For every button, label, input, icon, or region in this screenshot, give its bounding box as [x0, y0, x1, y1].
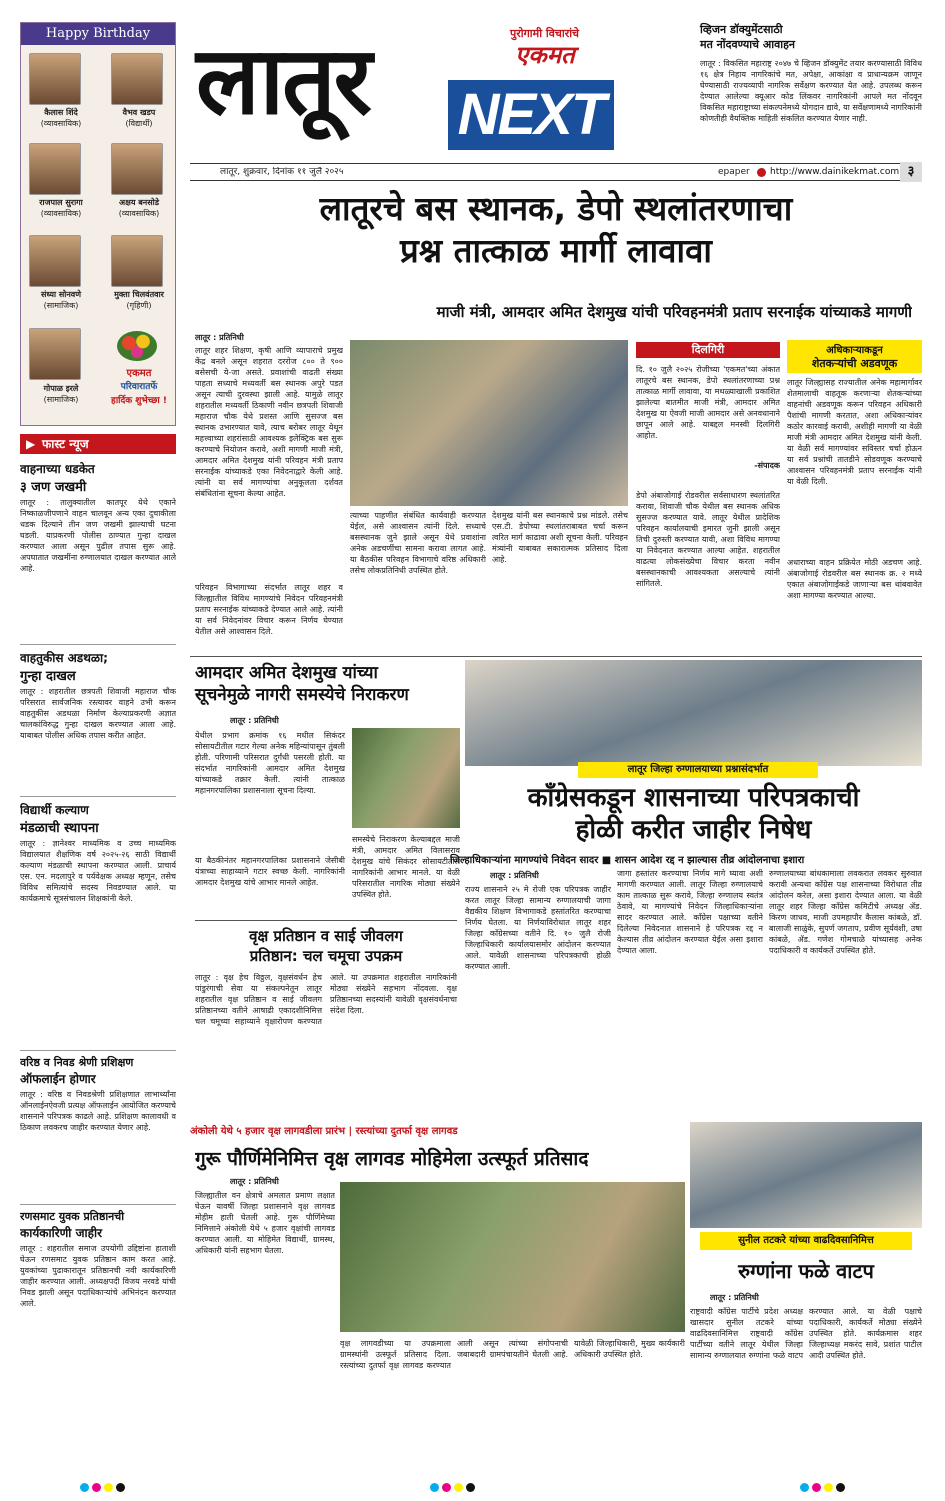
sunil-body: राष्ट्रवादी काँग्रेस पार्टीचे प्रदेश अध्यक्ष खासदार सुनील तटकरे यांच्या वाढदिवसानिमित्त राष्ट्रवादी काँग्रेस पार्टीच्या वतीने लातूर येथील जिल्हा सामान्य रुग्णालयात रुग्णांना फळे वाटप करण्यात आले. या वेळी पक्षाचे पदाधिकारी, कार्यकर्ते मोठ्या संख्येने उपस्थित होते. कार्यक्रमास शहर जिल्हाध्यक्ष मकरंद सावे, प्रशांत पाटील आदी उपस्थित होते.: [690, 1307, 922, 1360]
fast-news-list: [20, 460, 176, 1445]
guru-photo: [340, 1182, 685, 1332]
birthday-role: (गृहिणी): [126, 301, 152, 310]
vision-title: मत नोंदवण्याचे आवाहन: [700, 38, 796, 51]
apology-body: दि. १० जुलै २०२५ रोजीच्या 'एकमत'च्या अंकात लातूरचे बस स्थानक, डेपो स्थलांतरणाच्या प्रश्न तात्काळ मार्गी लावावा, या मथळ्याखाली प्रकाशित झालेल्या बातमीत माजी मंत्री, आमदार अमित देशमुख या ऐवजी माजी आमदार असे अनवधानाने छापून आले आहे. याबद्दल मनस्वी दिलगिरी आहोत.: [636, 365, 780, 440]
dateline-bar: [190, 163, 905, 181]
officer-title: शेतकऱ्यांची अडवणूक: [811, 357, 898, 370]
birthday-role: (व्यावसायिक): [40, 119, 82, 128]
fast-news-headline: मंडळाची स्थापना: [20, 821, 99, 836]
officer-kicker: अधिकाऱ्याकडून: [826, 345, 883, 356]
birthday-wish: परिवारातर्फे: [120, 382, 158, 392]
lead-photo: [350, 340, 628, 506]
fast-news-item: [20, 649, 176, 797]
fast-news-headline: रणसमाट युवक प्रतिष्ठानची: [20, 1210, 125, 1223]
hospital-col-2: जागा हस्तांतर करण्याचा निर्णय मागे घ्यावा अशी मागणी करण्यात आली. लातूर जिल्हा रुग्णालयाचे काम तात्काळ सुरू करावे, जिल्हा रुग्णालय स्वतंत्र ठेवावे, या मागण्यांचे निवेदन जिल्हाधिकाऱ्यांना सादर करण्यात आले. काँग्रेस पक्षाच्या वतीने दिलेल्या निवेदनात शासनाने हे परिपत्रक रद्द न केल्यास तीव्र आंदोलन करण्यात येईल असा इशारा देण्यात आला.: [617, 869, 763, 955]
fast-news-item: [20, 1055, 176, 1205]
color-registration-marks: [800, 1477, 848, 1496]
divider: [195, 920, 457, 921]
lead-byline: लातूर : प्रतिनिधी: [195, 333, 244, 342]
vision-box: [700, 22, 922, 158]
officer-body-2: अधाराच्या वाहन प्रक्रियेत मोठी अडचण आहे. अंबाजोगाई रोडवरील बस स्थानक क्र. २ मध्ये एकात अंबाजोगाईकडे जाणाऱ्या बस थांबवावेत अशा मागण्या करण्यात आल्या.: [787, 558, 922, 600]
birthday-person: [111, 53, 163, 105]
lead-subhead: माजी मंत्री, आमदार अमित देशमुख यांची परिवहनमंत्री प्रताप सरनाईक यांच्याकडे मागणी: [436, 303, 912, 321]
globe-icon: [757, 168, 766, 177]
lead-col-1b: परिवहन विभागाच्या संदर्भात लातूर शहर व जिल्ह्यातील विविध मागण्यांचे निवेदन परिवहनमंत्री प्रताप सरनाईक यांच्याकडे देण्यात आले आहे. त्यांनी या सर्व निवेदनांवर विचार करून निर्णय घेण्यात येतील असे आश्वासन दिले.: [195, 583, 343, 636]
hospital-headline-line1: काँग्रेसकडून शासनाच्या परिपत्रकाची: [527, 783, 860, 813]
lightning-icon: ▶: [26, 437, 36, 451]
birthday-name: मुक्ता चिलवंतवार: [114, 290, 164, 299]
sunil-photo: [690, 1122, 922, 1228]
page-number: ३: [900, 162, 922, 182]
hospital-banner: लातूर जिल्हा रुग्णालयाच्या प्रश्नासंदर्भात: [578, 762, 818, 778]
fast-news-headline: वाहतुकीस अडथळा;: [20, 651, 108, 665]
tree-headline-line1: वृक्ष प्रतिष्ठान व साई जीवलग: [249, 927, 403, 945]
guru-col-2: वृक्ष लागवडीच्या या उपक्रमाला ग्रामस्थांनी उत्स्फूर्त प्रतिसाद दिला. रस्त्यांच्या दुतर्फा वृक्ष लागवड करण्यात आली असून त्यांच्या संगोपनाची जबाबदारी ग्रामपंचायतीने घेतली आहे. यावेळी जिल्हाधिकारी, मुख्य कार्यकारी अधिकारी उपस्थित होते.: [340, 1339, 685, 1370]
hospital-col-1: राज्य शासनाने २५ मे रोजी एक परिपत्रक जाहीर करत लातूर जिल्हा सामान्य रुग्णालयाची जागा वैद्यकीय शिक्षण विभागाकडे हस्तांतरित करण्याचा निर्णय घेतला. या निर्णयाविरोधात लातूर शहर जिल्हा काँग्रेसच्या वतीने दि. १० जुलै रोजी जिल्हाधिकारी कार्यालयासमोर आंदोलन करण्यात आले. यावेळी शासनाच्या परिपत्रकाची होळी करण्यात आली.: [465, 885, 611, 971]
sunil-banner: सुनील तटकरे यांच्या वाढदिवसानिमित्त: [700, 1232, 912, 1250]
guru-byline: लातूर : प्रतिनिधी: [230, 1177, 279, 1186]
color-registration-marks: [430, 1477, 478, 1496]
tree-headline: [195, 926, 457, 966]
amit-col-1: येथील प्रभाग क्रमांक १६ मधील सिकंदर सोसायटीतील गटार गेल्या अनेक महिन्यांपासून तुंबली होती. परिणामी परिसरात दुर्गंधी पसरली होती. या संदर्भात नागरिकांनी आमदार अमित देशमुख यांच्याकडे तक्रार केली. त्यांनी तात्काळ महानगरपालिका प्रशासनाला सूचना दिल्या.: [195, 731, 345, 795]
fast-news-headline: वाहनाच्या धडकेत: [20, 462, 95, 476]
dateline: लातूर, शुक्रवार, दिनांक ११ जुलै २०२५: [220, 167, 344, 177]
birthday-person: [111, 143, 163, 195]
amit-col-1b: या बैठकीनंतर महानगरपालिका प्रशासनाने जेसीबी यंत्राच्या साहाय्याने गटार स्वच्छ केली. नागरिकांनी आमदार देशमुख यांचे आभार मानले आहेत.: [195, 856, 345, 887]
hospital-byline: लातूर : प्रतिनिधी: [490, 871, 539, 880]
birthday-role: (व्यावसायिक): [40, 209, 82, 218]
masthead-brand-logo: एकमत: [515, 41, 575, 69]
amit-headline-line1: आमदार अमित देशमुख यांच्या: [195, 663, 378, 683]
lead-headline-line1: लातूरचे बस स्थानक, डेपो स्थलांतरणाचा: [319, 189, 793, 228]
birthday-name: कैलास शिंदे: [44, 108, 78, 117]
color-registration-marks: [80, 1477, 128, 1496]
fast-news-item: [20, 801, 176, 1051]
epaper-label: epaper: [718, 167, 750, 177]
website-link[interactable]: http://www.dainikekmat.com: [770, 167, 900, 177]
birthday-role: (सामाजिक): [43, 301, 79, 310]
hospital-photo: [465, 660, 922, 766]
birthday-person: [111, 235, 163, 287]
sunil-headline: रुग्णांना फळे वाटप: [738, 1259, 874, 1283]
masthead-title: लातूर: [196, 27, 371, 136]
hospital-headline-line2: होळी करीत जाहीर निषेध: [575, 815, 812, 845]
guru-headline: गुरू पौर्णिमेनिमित्त वृक्ष लागवड मोहिमेला उत्स्फूर्त प्रतिसाद: [195, 1148, 589, 1170]
fast-news-body: लातूर : ज्ञानेश्वर माध्यमिक व उच्च माध्यमिक विद्यालयात शैक्षणिक वर्ष २०२५-२६ साठी विद्यार्थी कल्याण मंडळाची स्थापना करण्यात आली. प्राचार्य एस. एन. मदलापुरे व पर्यवेक्षक अध्यक्ष म्हणून, तसेच विविध समित्यांचे सदस्य निवडण्यात आले. या कार्यक्रमाचे सूत्रसंचालन शिक्षकांनी केले.: [20, 839, 176, 903]
hospital-headline: [465, 782, 922, 846]
amit-col-2: समस्येचे निराकरण केल्याबद्दल माजी मंत्री, आमदार अमित विलासराव देशमुख यांचे सिकंदर सोसायटीतील नागरिकांनी आभार मानले. या वेळी परिसरातील नागरिक मोठ्या संख्येने उपस्थित होते.: [352, 835, 460, 899]
vision-title: व्हिजन डॉक्युमेंटसाठी: [700, 23, 783, 36]
tree-body: लातूर : वृक्ष हेच विठ्ठल, वृक्षसंवर्धन हेच पांडुरंगाची सेवा या संकल्पनेतून लातूर शहरातील वृक्ष प्रतिष्ठान व साई जीवलग प्रतिष्ठानच्या वतीने आषाढी एकादशीनिमित्त चल चमूच्या सहाय्याने वृक्षारोपण करण्यात आले. या उपक्रमात शहरातील नागरिकांनी मोठ्या संख्येने सहभाग नोंदवला. वृक्ष प्रतिष्ठानच्या सदस्यांनी यावेळी वृक्षसंवर्धनाचा संदेश दिला.: [195, 973, 457, 1026]
fast-news-headline: विद्यार्थी कल्याण: [20, 803, 89, 817]
birthday-person: [29, 143, 81, 195]
tree-headline-line2: प्रतिष्ठान: चल चमूचा उपक्रम: [249, 947, 403, 965]
amit-photo: [352, 728, 460, 828]
hospital-col-3: रुग्णालयाच्या बांधकामाला लवकरात लवकर सुरुवात करावी अन्यथा काँग्रेस पक्ष शासनाच्या विरोधात तीव्र आंदोलन करेल, असा इशारा देण्यात आला. या वेळी लातूर शहर जिल्हा काँग्रेस कमिटीचे अध्यक्ष ॲड. किरण जाधव, माजी उपमहापौर कैलास कांबळे, डॉ. बालाजी साळुंके, सुपर्ण जगताप, प्रवीण सूर्यवंशी, उषा कांबळे, ॲड. गणेश गोमचाळे यांच्यासह अनेक पदाधिकारी व कार्यकर्ते उपस्थित होते.: [769, 869, 922, 955]
birthday-role: (सामाजिक): [43, 395, 79, 404]
lead-col-2: त्याच्या पाहणीत संबंधित कार्यवाही करण्यात येईल, असे आश्वासन त्यांनी दिले. सध्याचे बसस्थानक जुने झाले असून येथे प्रवाशांना अनेक अडचणींचा सामना करावा लागत आहे. या बैठकीस परिवहन विभागाचे वरिष्ठ अधिकारी तसेच लोकप्रतिनिधी उपस्थित होते.: [350, 511, 486, 575]
birthday-person: [29, 328, 81, 380]
fast-news-body: लातूर : तालुक्यातील कातपूर येथे एकाने निष्काळजीपणाने वाहन चालवून अन्य एका दुचाकीला धडक दिल्याने तीन जण जखमी झाल्याची घटना घडली. याप्रकरणी पोलीस ठाण्यात गुन्हा दाखल करण्यात आला असून पुढील तपास सुरू आहे. अपघातात जखमींना रुग्णालयात दाखल करण्यात आले आहे.: [20, 498, 176, 573]
masthead-tagline: पुरोगामी विचारांचे: [510, 27, 580, 40]
birthday-role: (व्यावसायिक): [118, 209, 160, 218]
fast-news-item: [20, 1209, 176, 1439]
lead-headline-line2: प्रश्न तात्काळ मार्गी लावावा: [400, 231, 712, 270]
birthday-panel: [20, 22, 176, 426]
lead-col-1: लातूर शहर शिक्षण, कृषी आणि व्यापाराचे प्रमुख केंद्र बनले असून शहरात दररोज ८०० ते ९०० बसेसची ये-जा असते. प्रवाशांची वाढती संख्या पाहता सध्याचे मध्यवर्ती बस स्थानक अपुरे पडत असून त्याची दुरवस्था झाली आहे. यामुळे लातूर शहरातील मध्यवर्ती ठिकाणी नवीन छत्रपती शिवाजी महाराज चौक येथे प्रशस्त आणि सुसज्ज बस स्थानक उभारण्यात यावे, त्याच बरोबर लातूर येथून महत्त्वाच्या शहरांसाठी आवश्यक इलेक्ट्रिक बस सुरू करण्याचे नियोजन करावे, अशी मागणी माजी मंत्री, आमदार अमित देशमुख यांनी परिवहन मंत्री प्रताप सरनाईक यांच्याकडे एका निवेदनाद्वारे केली आहे. त्यांनी या सर्व मागण्यांचा अनुकूलता दर्शवत संबंधितांना सूचना केल्या आहेत.: [195, 346, 343, 498]
apology-sign: -संपादक: [754, 461, 780, 470]
lead-col-4: डेपो अंबाजोगाई रोडवरील सर्वसाधारण स्थलांतरित करावा, शिवाजी चौक येथील बस स्थानक अधिक सुसज्ज करण्यात यावे. लातूर येथील प्रादेशिक परिवहन कार्यालयाची इमारत जुनी झाली असून तिची दुरुस्ती करण्यात यावी, अशा विविध मागण्या या निवेदनात करण्यात आल्या आहेत. शहरातील वाढत्या लोकसंख्येचा विचार करता नवीन बसस्थानकाची आवश्यकता असल्याचे त्यांनी सांगितले.: [636, 491, 780, 588]
fast-news-headline: वरिष्ठ व निवड श्रेणी प्रशिक्षण: [20, 1056, 134, 1069]
vision-body: लातूर : विकसित महाराष्ट्र २०४७ चे व्हिजन डॉक्युमेंट तयार करण्यासाठी विविध १६ क्षेत्र निहाय नागरिकांचे मत, अपेक्षा, आकांक्षा व प्राधान्यक्रम जाणून घेण्यासाठी राज्यव्यापी नागरिक सर्वेक्षण करण्यात येत आहे. उपलब्ध करून देण्यात आलेल्या क्यूआर कोड लिंकवर नागरिकांनी आपले मत नोंदवून विकसित महाराष्ट्राच्या संकल्पनेमध्ये योगदान द्यावे, या सर्वेक्षणामध्ये नागरिकांनी कोणतीही वैयक्तिक माहिती संकलित करण्यात येणार नाही.: [700, 59, 922, 123]
birthday-wish: एकमत: [126, 368, 152, 379]
fast-news-headline: ३ जण जखमी: [20, 480, 87, 495]
guru-col-1: जिल्ह्यातील वन क्षेत्राचे अमलात प्रमाण लक्षात घेऊन यावर्षी जिल्हा प्रशासनाने वृक्ष लागवड मोहीम हाती घेतली आहे. गुरू पौर्णिमेच्या निमित्ताने अंकोली येथे ५ हजार वृक्षांची लागवड करण्यात आली. या मोहिमेत विद्यार्थी, ग्रामस्थ, अधिकारी यांनी सहभाग घेतला.: [195, 1191, 335, 1255]
fast-news-body: लातूर : वरिष्ठ व निवडश्रेणी प्रशिक्षणात लाभार्थ्यांना ऑनलाईनऐवजी प्रत्यक्ष ऑफलाईन आयोजित करण्याचे शासनाने परिपत्रक काढले आहे. प्रशिक्षण कालावधी व ठिकाण लवकरच जाहीर करण्यात येणार आहे.: [20, 1090, 176, 1132]
birthday-name: संध्या सोनवणे: [40, 290, 82, 299]
amit-headline: [195, 662, 455, 706]
amit-byline: लातूर : प्रतिनिधी: [230, 716, 279, 725]
birthday-role: (विद्यार्थी): [125, 119, 153, 128]
divider: [190, 656, 922, 657]
birthday-person: [29, 53, 81, 105]
masthead: [190, 22, 695, 160]
fast-news-header: [20, 434, 176, 454]
fast-news-body: लातूर : शहरातील समाज उपयोगी उद्दिष्टांना हाताशी घेऊन रणसमाट युवक प्रतिष्ठान काम करत आहे. युवकांच्या पुढाकारातून प्रतिष्ठानची नवी कार्यकारिणी जाहीर करण्यात आली. अध्यक्षपदी विजय नरवडे यांची निवड झाली असून पदाधिकाऱ्यांचे अभिनंदन करण्यात आले.: [20, 1244, 176, 1308]
hospital-subhead: जिल्हाधिकाऱ्यांना मागण्यांचे निवेदन सादर ■ शासन आदेश रद्द न झाल्यास तीव्र आंदोलनाचा इशारा: [450, 855, 805, 866]
amit-headline-line2: सूचनेमुळे नागरी समस्येचे निराकरण: [195, 685, 409, 705]
birthday-person: [29, 235, 81, 287]
masthead-next-logo: NEXT: [448, 80, 614, 150]
fast-news-headline: ऑफलाईन होणार: [20, 1072, 96, 1086]
officer-body: लातूर जिल्ह्यासह राज्यातील अनेक महामार्गावर शेतमालाची वाहतूक करणाऱ्या शेतकऱ्यांच्या वाहनांची अडवणूक करून परिवहन अधिकारी पैशांची मागणी करतात, अशा अधिकाऱ्यांवर कठोर कारवाई करावी, अशीही मागणी या वेळी माजी मंत्री आमदार अमित देशमुख यांनी केली. या वेळी सर्व मागण्यांवर सविस्तर चर्चा होऊन या सर्व प्रश्नांची तातडीने सोडवणूक करण्याचे आश्वासन परिवहनमंत्री प्रताप सरनाईक यांनी या वेळी दिली.: [787, 378, 922, 486]
fast-news-headline: गुन्हा दाखल: [20, 669, 76, 684]
fast-news-headline: कार्यकारिणी जाहीर: [20, 1226, 102, 1240]
sunil-byline: लातूर : प्रतिनिधी: [710, 1293, 759, 1302]
fast-news-title: फास्ट न्यूज: [42, 437, 89, 451]
birthday-wish: हार्दिक शुभेच्छा !: [111, 396, 167, 406]
birthday-title: Happy Birthday: [21, 23, 175, 45]
apology-box: [636, 342, 780, 482]
lead-col-3: देशमुख यांनी बस स्थानकाचे प्रश्न मांडले. तसेच एस.टी. डेपोच्या स्थलांतराबाबत चर्चा करून त्वरित मार्ग काढावा अशी सूचना केली. परिवहन मंत्र्यांनी याबाबत सकारात्मक प्रतिसाद दिला आहे.: [492, 511, 628, 564]
fast-news-body: लातूर : शहरातील छत्रपती शिवाजी महाराज चौक परिसरात सार्वजनिक रस्त्यावर वाहने उभी करून वाहतुकीस अडथळा निर्माण केल्याप्रकरणी अज्ञात चालकांविरुद्ध गुन्हा दाखल करण्यात आला आहे. याबाबत पोलीस अधिक तपास करीत आहेत.: [20, 687, 176, 740]
fast-news-item: [20, 460, 176, 645]
birthday-name: वैभव खडप: [122, 108, 156, 117]
officer-box: [787, 340, 922, 652]
birthday-name: राजपाल सुरागा: [39, 198, 83, 207]
birthday-name: अक्षय बनसोडे: [118, 198, 160, 207]
flower-bouquet-icon: [117, 331, 157, 361]
apology-title: दिलगिरी: [636, 342, 780, 358]
birthday-name: गोपाळ इरले: [43, 384, 79, 393]
guru-banner: अंकोली येथे ५ हजार वृक्ष लागवडीला प्रारंभ | रस्त्यांच्या दुतर्फा वृक्ष लागवड: [190, 1126, 458, 1137]
lead-headline: [190, 188, 922, 272]
